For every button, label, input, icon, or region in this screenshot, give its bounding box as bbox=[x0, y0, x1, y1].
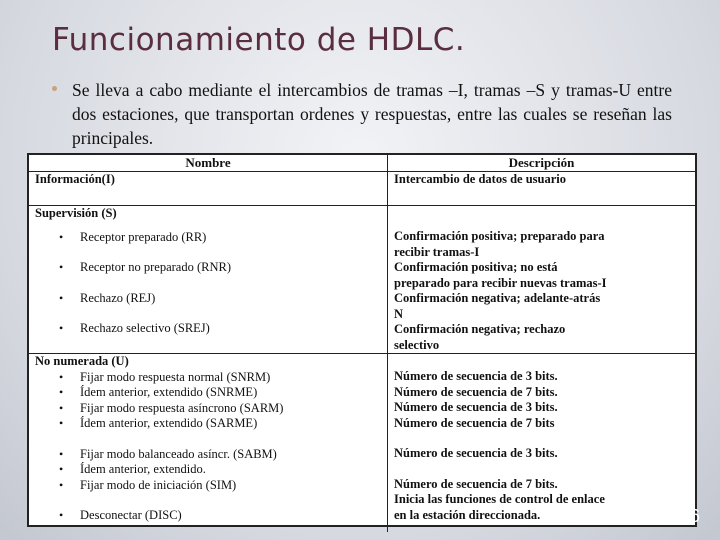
table-row-unnumbered bbox=[29, 354, 695, 533]
description-line: Número de secuencia de 3 bits. bbox=[394, 369, 558, 383]
list-item: • Desconectar (DISC) bbox=[35, 508, 381, 524]
description-line: Confirmación negativa; adelante-atrás bbox=[394, 291, 601, 305]
description-line: Número de secuencia de 3 bits. bbox=[394, 400, 558, 414]
description-line: Inicia las funciones de control de enlace bbox=[394, 492, 605, 506]
description-line: Número de secuencia de 7 bits bbox=[394, 415, 555, 430]
description-line: Número de secuencia de 3 bits. bbox=[394, 446, 558, 460]
unnumbered-heading: No numerada (U) bbox=[35, 354, 129, 368]
table-row-supervision bbox=[29, 206, 695, 354]
description-line: N bbox=[394, 306, 404, 321]
description-line: recibir tramas-I bbox=[394, 244, 480, 259]
bullet-paragraph bbox=[52, 78, 672, 150]
header-description: Descripción bbox=[388, 155, 696, 172]
list-item: • Rechazo (REJ) bbox=[35, 291, 381, 307]
list-item: • Receptor no preparado (RNR) bbox=[35, 260, 381, 276]
table-header-row bbox=[29, 155, 695, 172]
bullet-icon bbox=[52, 86, 57, 91]
description-line: selectivo bbox=[394, 337, 440, 352]
list-item: • Receptor preparado (RR) bbox=[35, 230, 381, 246]
description-line: preparado para recibir nuevas tramas-I bbox=[394, 275, 607, 290]
page-number: 6 bbox=[690, 506, 701, 526]
info-description: Intercambio de datos de usuario bbox=[394, 172, 567, 186]
list-item: • Fijar modo respuesta normal (SNRM) bbox=[35, 370, 381, 386]
header-name: Nombre bbox=[29, 155, 388, 172]
list-item: • Ídem anterior, extendido. bbox=[35, 462, 381, 478]
slide-title: Funcionamiento de HDLC. bbox=[52, 22, 466, 58]
list-item: • Ídem anterior, extendido (SNRME) bbox=[35, 385, 381, 401]
hdlc-frames-table bbox=[27, 153, 697, 527]
list-item: • Fijar modo respuesta asíncrono (SARM) bbox=[35, 401, 381, 417]
list-item: • Rechazo selectivo (SREJ) bbox=[35, 321, 381, 337]
description-line: en la estación direccionada. bbox=[394, 507, 541, 522]
description-line: Confirmación negativa; rechazo bbox=[394, 322, 566, 336]
description-line: Número de secuencia de 7 bits. bbox=[394, 384, 558, 399]
table-row-information bbox=[29, 172, 695, 206]
description-line: Número de secuencia de 7 bits. bbox=[394, 476, 558, 491]
list-item: • Fijar modo de iniciación (SIM) bbox=[35, 478, 381, 494]
supervision-heading: Supervisión (S) bbox=[35, 206, 117, 220]
description-line: Confirmación positiva; no está bbox=[394, 260, 558, 274]
bullet-text: Se lleva a cabo mediante el intercambios de tramas –I, tramas –S y tramas-U entre dos estaciones, que transportan ordenes y respuestas, entre las cuales se reseñan las principales. bbox=[72, 80, 672, 148]
list-item: • Fijar modo balanceado asíncr. (SABM) bbox=[35, 447, 381, 463]
description-line: Confirmación positiva; preparado para bbox=[394, 229, 605, 243]
info-name: Información(I) bbox=[35, 172, 115, 186]
list-item: • Ídem anterior, extendido (SARME) bbox=[35, 416, 381, 432]
